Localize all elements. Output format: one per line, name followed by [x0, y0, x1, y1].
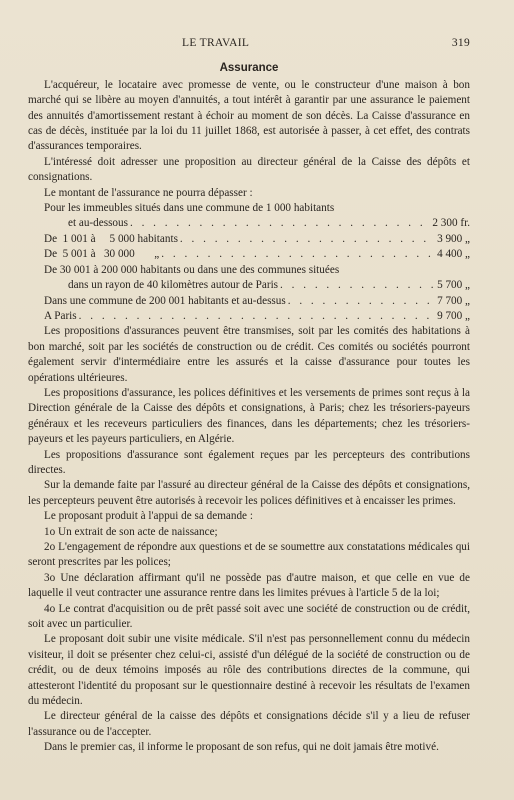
- row-label: Dans une commune de 200 001 habitants et au-dessus: [44, 294, 286, 307]
- table-row: [28, 294, 470, 309]
- paragraph: Les propositions d'assurance sont également reçues par les percepteurs des contributions directes.: [28, 448, 470, 476]
- table-row: [28, 278, 470, 293]
- list-item: 1o Un extrait de son acte de naissance;: [44, 525, 218, 538]
- paragraph: Le proposant doit subir une visite médicale. S'il n'est pas personnellement connu du médecin visiteur, il doit se présenter chez celui-ci, assisté d'un délégué de la société de construction ou de crédit, ou de deux témoins imposés au rôle des contributions directes de la commune, qui attesteront l'identité du proposant sur le questionnaire destiné à recevoir les résultats de l'examen du médecin.: [28, 633, 470, 708]
- paragraph: Le directeur général de la caisse des dépôts et consignations décide s'il y a lieu de refuser l'assurance ou de l'accepter.: [28, 710, 470, 738]
- amount-table: [28, 201, 470, 324]
- table-row: [28, 232, 470, 247]
- page-number: 319: [451, 37, 470, 49]
- paragraph: Le proposant produit à l'appui de sa demande :: [44, 510, 253, 523]
- row-label: De 1 001 à 5 000 habitants: [44, 232, 178, 245]
- running-title: LE TRAVAIL: [182, 37, 250, 49]
- leader-dots: [180, 232, 435, 247]
- leader-dots: [130, 216, 430, 231]
- row-amount: 5 700 „: [437, 279, 470, 292]
- table-row: [28, 309, 470, 324]
- list-item: 3o Une déclaration affirmant qu'il ne possède pas d'autre maison, et que celle en vue de laquelle il veut contracter une assurance rentre dans les limites prévues à l'article 5 de la loi;: [28, 571, 470, 600]
- row-label: et au-dessous: [68, 217, 128, 230]
- leader-dots: [280, 278, 435, 293]
- paragraph: Les propositions d'assurance, les polices définitives et les versements de primes sont reçus à la Direction générale de la Caisse des dépôts et consignations, à Paris; chez les trésoriers-payeurs généraux et les receveurs particuliers des finances, dans les départements; chez les trésoriers-payeurs et les payeurs particuliers, en Algérie.: [28, 386, 470, 446]
- paragraph: Les propositions d'assurances peuvent être transmises, soit par les comités des habitations à bon marché, soit par les sociétés de construction ou de crédit. Ces comités ou sociétés pourront également servir d'intermédiaire entre les assurés et la caisse d'assurance pour toutes les opérations ultérieures.: [28, 325, 470, 384]
- row-label: A Paris: [44, 309, 77, 322]
- row-amount: 7 700 „: [437, 294, 470, 307]
- leader-dots: [288, 294, 435, 309]
- list-item: 4o Le contrat d'acquisition ou de prêt passé soit avec une société de construction ou de crédit, soit avec un particulier.: [28, 602, 470, 631]
- row-label: De 5 001 à 30 000 „: [44, 248, 160, 261]
- paragraph: Dans le premier cas, il informe le proposant de son refus, qui ne doit jamais être motivé.: [44, 741, 439, 754]
- table-row: [28, 247, 470, 262]
- paragraph: Sur la demande faite par l'assuré au directeur général de la Caisse des dépôts et consignations, les percepteurs peuvent être autorisés à recevoir les polices définitives et à encaisser les primes.: [28, 479, 470, 507]
- table-intro: Pour les immeubles situés dans une commune de 1 000 habitants: [44, 202, 335, 215]
- table-row: [28, 216, 470, 231]
- paragraph: L'acquéreur, le locataire avec promesse de vente, ou le constructeur d'une maison à bon marché qui se libère au moyen d'annuités, a tout intérêt à garantir par une assurance le paiement des annuités d'amortissement restant à échoir au moment de son décès. La Caisse d'assurance en cas de décès, instituée par la loi du 11 juillet 1868, est autorisée à passer, à cet effet, des contrats d'assurances temporaires.: [28, 78, 470, 153]
- row-amount: 3 900 „: [437, 232, 470, 245]
- table-long-row-line: De 30 001 à 200 000 habitants ou dans une des communes situées: [44, 263, 340, 276]
- leader-dots: [79, 309, 435, 324]
- paragraph: L'intéressé doit adresser une proposition au directeur général de la Caisse des dépôts et consignations.: [28, 155, 470, 184]
- row-amount: 9 700 „: [437, 309, 470, 322]
- running-head: [182, 36, 470, 51]
- row-amount: 4 400 „: [437, 248, 470, 261]
- section-title: Assurance: [219, 62, 279, 75]
- row-amount: 2 300 fr.: [432, 217, 470, 230]
- list-item: 2o L'engagement de répondre aux questions et de se soumettre aux constatations médicales qui seront prescrites par les polices;: [28, 541, 470, 569]
- row-label: dans un rayon de 40 kilomètres autour de Paris: [68, 279, 279, 292]
- paragraph: Le montant de l'assurance ne pourra dépasser :: [44, 186, 253, 199]
- leader-dots: [161, 247, 435, 262]
